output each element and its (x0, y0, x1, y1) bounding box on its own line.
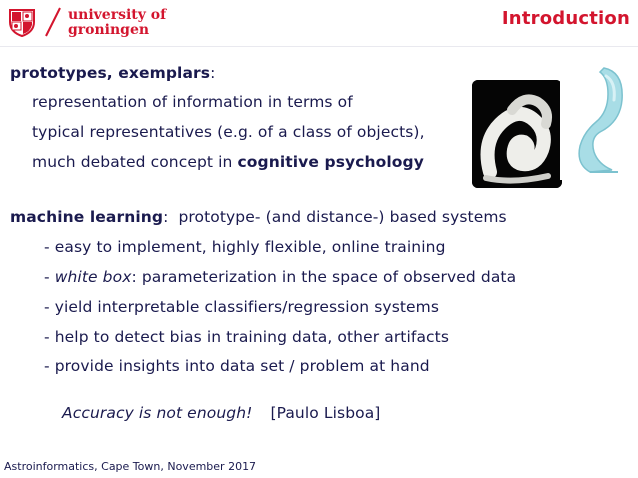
quote-author: [Paulo Lisboa] (270, 404, 381, 422)
white-box-term: white box (54, 268, 132, 286)
prototypes-colon: : (210, 64, 216, 82)
bullet-dash: - (44, 328, 55, 346)
bullet-dash: - (44, 268, 55, 286)
bullet-dash: - (44, 238, 55, 256)
bullet-text: easy to implement, highly flexible, online training (54, 238, 446, 256)
debated-prefix: much debated concept in (32, 153, 238, 171)
bullet-2 (44, 268, 516, 286)
ml-heading-line (10, 208, 507, 226)
crest-icon (6, 6, 38, 38)
bullet-text: yield interpretable classifiers/regression systems (54, 298, 440, 316)
ml-colon: : (163, 208, 169, 226)
bullet-dash: - (44, 298, 55, 316)
logo-slash-icon (44, 6, 62, 38)
prototypes-heading: prototypes, exemplars (10, 64, 211, 82)
bullet-text: help to detect bias in training data, other artifacts (54, 328, 450, 346)
quote-line (62, 404, 380, 422)
bullet-5 (44, 357, 430, 375)
debated-line (32, 153, 424, 171)
footer-text: Astroinformatics, Cape Town, November 2017 (4, 460, 257, 473)
ml-heading: machine learning (10, 208, 164, 226)
prototypes-heading-line (10, 64, 215, 82)
cognitive-psychology: cognitive psychology (237, 153, 424, 171)
bullet-1 (44, 238, 446, 256)
quote-text: Accuracy is not enough! (62, 404, 253, 422)
header (0, 0, 638, 47)
ml-rest: prototype- (and distance-) based systems (178, 208, 507, 226)
prototypes-line-2: typical representatives (e.g. of a class of objects), (32, 123, 425, 141)
white-sculpture-image (472, 80, 562, 188)
logo-line-2: groningen (68, 22, 150, 38)
bullet-dash: - (44, 357, 55, 375)
slide-title: Introduction (501, 8, 630, 29)
bullet-3 (44, 298, 439, 316)
bullet-text: provide insights into data set / problem at hand (54, 357, 430, 375)
bullet-text: : parameterization in the space of observed data (131, 268, 517, 286)
bullet-4 (44, 328, 449, 346)
university-logo-text (68, 8, 166, 37)
prototypes-line-1: representation of information in terms of (32, 93, 353, 111)
logo-line-1: university of (68, 7, 167, 23)
chair-image (560, 60, 634, 180)
